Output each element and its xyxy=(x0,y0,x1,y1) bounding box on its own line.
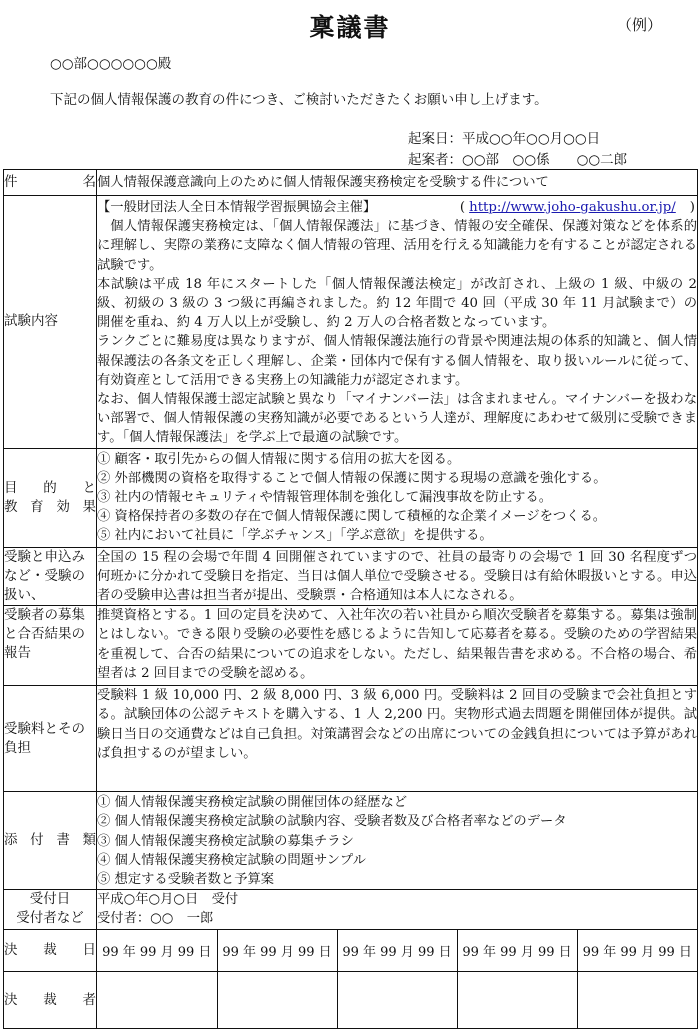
label-decision-date xyxy=(4,930,97,972)
label-exam-content-text: 試験内容 xyxy=(4,313,58,330)
label-application-text: 受験と申込みなど・受験の扱い、 xyxy=(4,548,85,603)
row-fees xyxy=(4,686,698,792)
attachment-item: ① 個人情報保護実務検定試験の開催団体の経歴など xyxy=(97,795,408,811)
label-receipt xyxy=(4,890,97,930)
url-close-paren: ) xyxy=(689,200,695,215)
label-exam-content xyxy=(4,196,97,449)
row-purpose xyxy=(4,448,698,547)
url-open-paren: ( xyxy=(459,200,466,215)
exam-paragraph-3: ランクごとに難易度は異なりますが、個人情報保護法施行の背景や関連法規の体系的知識と、個人情報保護法の各条文を正しく理解し、企業・団体内で保有する個人情報を、取り扱いルールに従って、有効資産として活用できる実務上の知識能力が認定されます。 xyxy=(97,334,697,388)
label-approver-text: 決 裁 者 xyxy=(4,991,96,1008)
row-exam-content xyxy=(4,196,698,449)
attachment-item: ③ 個人情報保護実務検定試験の募集チラシ xyxy=(97,833,354,849)
purpose-item: ② 外部機関の資格を取得することで個人情報の保護に関する現場の意識を強化する。 xyxy=(97,470,607,486)
organizer-url-link[interactable]: http://www.joho-gakushu.or.jp/ xyxy=(469,200,676,215)
organizer-name: 【一般財団法人全日本情報学習振興協会主催】 xyxy=(97,200,377,215)
purpose-item: ⑤ 社内において社員に「学ぶチャンス」「学ぶ意欲」を提供する。 xyxy=(97,528,493,544)
exam-paragraph-2: 本試験は平成 18 年にスタートした「個人情報保護法検定」が改訂され、上級の 1 級、中級の 2 級、初級の 3 級の 3 つ級に再編されました。約 12 年間で 40 回（平成 30 年 11 月試験まで）の開催を重ね、約 4 万人以上が受験し、約 2 万人の合格者数となっています。 xyxy=(97,276,697,331)
purpose-list xyxy=(97,448,698,547)
example-mark: （例） xyxy=(616,16,662,34)
label-recruitment xyxy=(4,606,97,686)
label-subject xyxy=(4,170,97,196)
decision-date-cell: 99 年 99 月 99 日 xyxy=(337,930,457,971)
label-receipt-line2: 受付者など xyxy=(16,910,84,927)
approver-stamp-cell[interactable] xyxy=(457,972,577,1028)
organizer-line xyxy=(97,198,697,217)
receipt-person: 受付者：○○ 一郎 xyxy=(97,911,214,927)
label-purpose-char-2: 的 xyxy=(43,479,57,496)
approver-grid xyxy=(97,972,697,1028)
approver-stamp-cell[interactable] xyxy=(577,972,697,1028)
label-purpose-char-1: 目 xyxy=(4,479,18,496)
label-receipt-line1: 受付日 xyxy=(29,891,71,908)
label-recruitment-text: 受験者の募集と合否結果の報告 xyxy=(4,607,85,662)
exam-paragraph-4: なお、個人情報保護士認定試験と異なり「マイナンバー法」は含まれません。マイナンバーを扱わない部署で、個人情報保護の実務知識が必要であるという人達が、理解度にあわせて級別に受験できます。「個人情報保護法」を学ぶ上で最適の試験です。 xyxy=(97,392,697,446)
draft-date: 起案日：平成○○年○○月○○日 xyxy=(408,131,601,147)
approver-stamp-cell[interactable] xyxy=(217,972,337,1028)
label-purpose-line2: 教 育 効 果 xyxy=(4,498,96,515)
approver-stamp-cell[interactable] xyxy=(97,972,217,1028)
attachment-item: ⑤ 想定する受験者数と予算案 xyxy=(97,872,275,888)
receipt-info xyxy=(97,890,698,930)
label-approver xyxy=(4,972,97,1029)
decision-date-cells xyxy=(97,930,698,972)
attachments-list xyxy=(97,792,698,890)
recruitment-text: 推奨資格とする。1 回の定員を決めて、入社年次の若い社員から順次受験者を募集する。募集は強制とはしない。できる限り受験の必要性を感じるように告知して応募者を募る。受験のための学習結果を重視して、合否の結果についての追求をしない。ただし、結果報告書を求める。不合格の場合、希望者は 2 回目までの受験を認める。 xyxy=(97,606,698,686)
label-fees xyxy=(4,686,97,792)
subject-value: 個人情報保護意識向上のために個人情報保護実務検定を受験する件について xyxy=(97,174,549,190)
approver-cells xyxy=(97,972,698,1029)
attachment-item: ④ 個人情報保護実務検定試験の問題サンプル xyxy=(97,852,366,868)
ringi-form-table xyxy=(3,169,698,1029)
row-recruitment xyxy=(4,606,698,686)
purpose-item: ④ 資格保持者の多数の存在で個人情報保護に関して積極的な企業イメージをつくる。 xyxy=(97,509,607,525)
addressee: ○○部○○○○○○殿 xyxy=(50,56,172,72)
label-purpose-line1 xyxy=(4,479,96,498)
label-attachments-text: 添 付 書 類 xyxy=(4,832,96,849)
drafter: 起案者：○○部 ○○係 ○○二郎 xyxy=(408,152,628,168)
label-decision-date-text: 決 裁 日 xyxy=(4,942,96,959)
purpose-item: ③ 社内の情報セキュリティや情報管理体制を強化して漏洩事故を防止する。 xyxy=(97,490,552,506)
decision-date-cell: 99 年 99 月 99 日 xyxy=(457,930,577,971)
label-attachments xyxy=(4,792,97,890)
row-decision-date xyxy=(4,930,698,972)
exam-paragraph-1: 個人情報保護実務検定は、「個人情報保護法」に基づき、情報の安全確保、保護対策などを体系的に理解し、実際の業務に支障なく個人情報の管理、活用を行える知識能力を有することが認定される試験です。 xyxy=(97,219,697,273)
subject-text xyxy=(97,170,698,196)
decision-date-cell: 99 年 99 月 99 日 xyxy=(217,930,337,971)
attachment-item: ② 個人情報保護実務検定試験の試験内容、受験者数及び合格者率などのデータ xyxy=(97,814,567,830)
label-application xyxy=(4,547,97,606)
exam-content xyxy=(97,196,698,449)
document-title: 稟議書 xyxy=(309,13,391,42)
row-receipt xyxy=(4,890,698,930)
row-application xyxy=(4,547,698,606)
label-fees-text: 受験料とその負担 xyxy=(4,720,85,756)
request-sentence: 下記の個人情報保護の教育の件につき、ご検討いただきたくお願い申し上げます。 xyxy=(50,92,548,108)
label-purpose-char-3: と xyxy=(82,479,96,496)
purpose-item: ① 顧客・取引先からの個人情報に関する信用の拡大を図る。 xyxy=(97,451,461,467)
row-subject xyxy=(4,170,698,196)
label-subject-text: 件 名 xyxy=(4,174,96,190)
fees-text: 受験料 1 級 10,000 円、2 級 8,000 円、3 級 6,000 円。受験料は 2 回目の受験まで会社負担とする。試験団体の公認テキストを購入する、1 人 2,200 円。実物形式過去問題を開催団体が提供。試験日当日の交通費などは自己負担。対策講習会などの出席についての金銭負担については予算があれば負担するのが望ましい。 xyxy=(97,686,698,792)
approver-stamp-cell[interactable] xyxy=(337,972,457,1028)
row-approver xyxy=(4,972,698,1029)
label-purpose xyxy=(4,448,97,547)
row-attachments xyxy=(4,792,698,890)
decision-date-grid xyxy=(97,930,697,971)
application-text: 全国の 15 程の会場で年間 4 回開催されていますので、社員の最寄りの会場で 1 回 30 名程度ずつ何班かに分かれて受験日を指定、当日は個人単位で受験させる。受験日は有給休暇扱いとする。申込者の受験申込書は担当者が提出、受験票・合格通知は本人になされる。 xyxy=(97,547,698,606)
decision-date-cell: 99 年 99 月 99 日 xyxy=(577,930,697,971)
decision-date-cell: 99 年 99 月 99 日 xyxy=(102,945,212,961)
receipt-date: 平成○年○月○日 受付 xyxy=(97,892,239,908)
